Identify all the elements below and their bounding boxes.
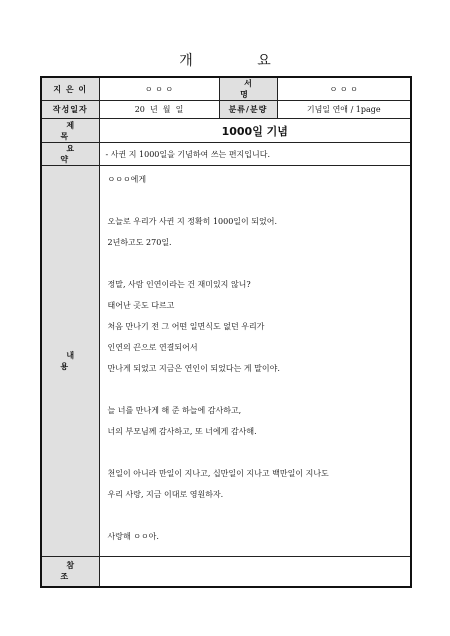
page-title: 개 요 (179, 53, 301, 69)
content-line (108, 447, 403, 458)
content-line: 인연의 끈으로 연결되어서 (107, 343, 198, 352)
category-label: 분류/분량 (219, 101, 277, 119)
subject-label: 제 목 (41, 119, 99, 143)
reference-label: 참 조 (41, 557, 99, 587)
content-line: 늘 너를 만나게 해 준 하늘에 감사하고, (107, 406, 242, 415)
content-line (108, 384, 403, 395)
content-line: 사랑해 ㅇㅇ아. (107, 532, 159, 541)
content-line: 천일이 아니라 만일이 지나고, 십만일이 지나고 백만일이 지나도 (107, 469, 329, 478)
summary-label: 요 약 (41, 143, 99, 166)
content-line: 만나게 되었고 지금은 연인이 되었다는 게 말이야. (107, 364, 280, 373)
content-line: 우리 사랑, 지금 이대로 영원하자. (107, 490, 224, 499)
signature-value[interactable]: ㅇ ㅇ ㅇ (277, 77, 411, 101)
author-value[interactable]: ㅇ ㅇ ㅇ (99, 77, 219, 101)
content-row (41, 166, 411, 557)
content-line: 정말, 사람 인연이라는 건 재미있지 않니? (107, 280, 251, 289)
signature-label: 서 명 (219, 77, 277, 101)
reference-row (41, 557, 411, 587)
category-value[interactable]: 기념일 연애 / 1page (277, 101, 411, 119)
overview-table (40, 76, 412, 588)
summary-row (41, 143, 411, 166)
content-line: ㅇㅇㅇ에게 (107, 175, 147, 184)
content-line (108, 510, 403, 521)
content-line (108, 195, 403, 206)
date-label: 작성일자 (41, 101, 99, 119)
subject-row (41, 119, 411, 143)
content-body[interactable] (99, 166, 411, 557)
reference-value[interactable] (99, 557, 411, 587)
date-value[interactable]: 20 년 월 일 (99, 101, 219, 119)
date-row (41, 101, 411, 119)
content-line: 2년하고도 270일. (107, 238, 172, 247)
content-line: 태어난 곳도 다르고 (107, 301, 175, 310)
content-line: 오늘로 우리가 사귄 지 정확히 1000일이 되었어. (107, 217, 278, 226)
summary-value[interactable]: - 사귄 지 1000일을 기념하여 쓰는 편지입니다. (99, 143, 411, 166)
content-line (108, 258, 403, 269)
author-label: 지 은 이 (41, 77, 99, 101)
content-line: 처음 만나기 전 그 어떤 일면식도 없던 우리가 (107, 322, 265, 331)
author-row (41, 77, 411, 101)
content-label: 내 용 (41, 166, 99, 557)
content-line: 너의 부모님께 감사하고, 또 너에게 감사해. (107, 427, 257, 436)
subject-value[interactable]: 1000일 기념 (99, 119, 411, 143)
